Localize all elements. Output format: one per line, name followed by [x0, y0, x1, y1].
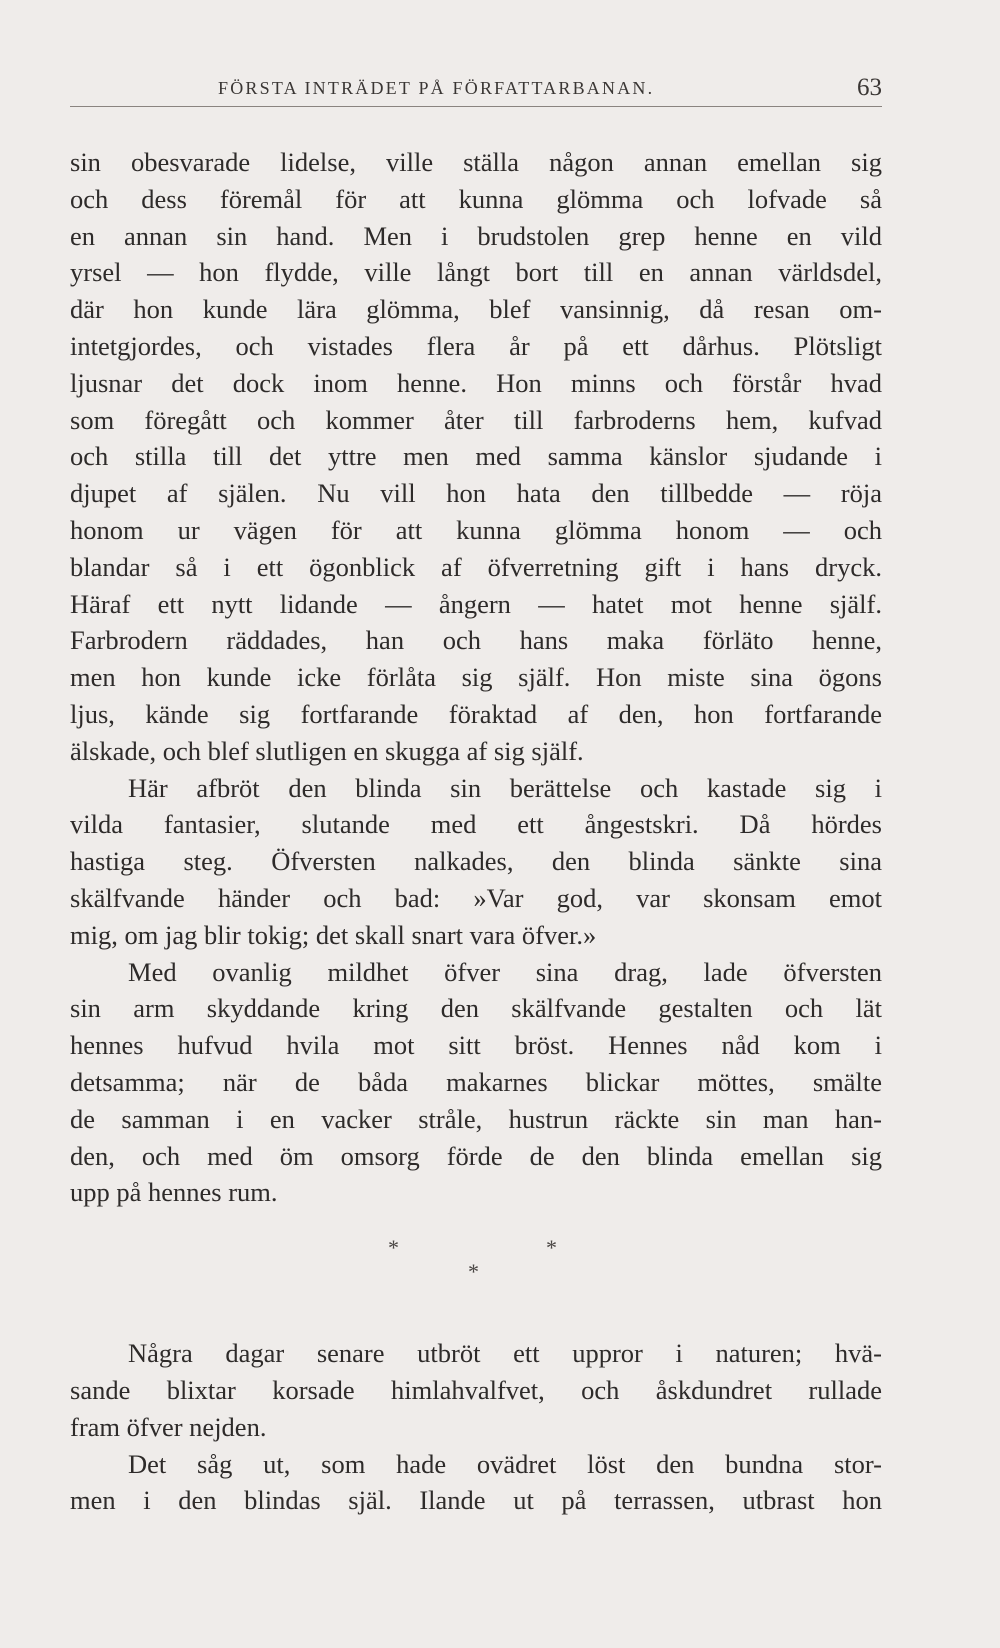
book-page — [70, 60, 882, 1519]
text-line: blandar så i ett ögonblick af öfverretning gift i hans dryck. — [70, 551, 882, 582]
paragraph — [70, 954, 882, 1212]
text-line: vilda fantasier, slutande med ett ångestskri. Då hördes — [70, 809, 882, 840]
text-line: ljus, kände sig fortfarande föraktad af den, hon fortfarande — [70, 698, 882, 729]
text-line: och dess föremål för att kunna glömma och lofvade så — [70, 183, 882, 214]
text-line: älskade, och blef slutligen en skugga af sig själf. — [70, 735, 584, 766]
text-line: sin arm skyddande kring den skälfvande gestalten och lät — [70, 993, 882, 1024]
text-line: hastiga steg. Öfversten nalkades, den blinda sänkte sina — [70, 846, 882, 877]
text-line: skälfvande händer och bad: »Var god, var skonsam emot — [70, 882, 882, 913]
text-line: djupet af själen. Nu vill hon hata den tillbedde — röja — [70, 478, 882, 509]
paragraph — [70, 144, 882, 770]
text-line: intetgjordes, och vistades flera år på ett dårhus. Plötsligt — [70, 330, 882, 361]
text-line: men i den blindas själ. Ilande ut på terrassen, utbrast hon — [70, 1485, 882, 1516]
text-line: ljusnar det dock inom henne. Hon minns och förstår hvad — [70, 367, 882, 398]
text-line: de samman i en vacker stråle, hustrun räckte sin man han- — [70, 1103, 882, 1134]
text-line: mig, om jag blir tokig; det skall snart vara öfver.» — [70, 919, 597, 950]
paragraph — [70, 1446, 882, 1520]
text-line: en annan sin hand. Men i brudstolen grep henne en vild — [70, 220, 882, 251]
text-line: Det såg ut, som hade ovädret löst den bundna stor- — [128, 1448, 882, 1479]
asterisk: * — [388, 1235, 399, 1261]
text-line: som föregått och kommer åter till farbroderns hem, kufvad — [70, 404, 882, 435]
text-line: detsamma; när de båda makarnes blickar möttes, smälte — [70, 1066, 882, 1097]
running-title: FÖRSTA INTRÄDET PÅ FÖRFATTARBANAN. — [218, 78, 655, 98]
asterisk: * — [546, 1235, 557, 1261]
text-line: Med ovanlig mildhet öfver sina drag, lade öfversten — [128, 956, 882, 987]
text-line: där hon kunde lära glömma, blef vansinnig, då resan om- — [70, 294, 882, 325]
paragraph — [70, 770, 882, 954]
paragraph — [70, 1335, 882, 1445]
header-rule — [70, 106, 882, 107]
text-line: sin obesvarade lidelse, ville ställa någon annan emellan sig — [70, 147, 882, 177]
section-break-asterism — [70, 1225, 882, 1335]
asterisk: * — [468, 1259, 479, 1285]
page-number: 63 — [857, 74, 882, 101]
text-line: hennes hufvud hvila mot sitt bröst. Hennes nåd kom i — [70, 1030, 882, 1061]
body-text — [70, 144, 882, 1519]
text-line: Häraf ett nytt lidande — ångern — hatet mot henne själf. — [70, 588, 882, 619]
text-line: men hon kunde icke förlåta sig själf. Hon miste sina ögons — [70, 662, 882, 693]
text-line: och stilla till det yttre men med samma känslor sjudande i — [70, 441, 882, 472]
text-line: Några dagar senare utbröt ett uppror i naturen; hvä- — [128, 1338, 882, 1369]
running-head — [70, 60, 882, 108]
text-line: yrsel — hon flydde, ville långt bort till en annan världsdel, — [70, 257, 882, 288]
text-line: honom ur vägen för att kunna glömma honom — och — [70, 514, 882, 545]
text-line: sande blixtar korsade himlahvalfvet, och åskdundret rullade — [70, 1374, 882, 1405]
text-line: Farbrodern räddades, han och hans maka förläto henne, — [70, 625, 882, 656]
text-line: den, och med öm omsorg förde de den blinda emellan sig — [70, 1140, 882, 1171]
text-line: fram öfver nejden. — [70, 1411, 267, 1442]
text-line: upp på hennes rum. — [70, 1177, 278, 1208]
text-line: Här afbröt den blinda sin berättelse och kastade sig i — [128, 772, 882, 803]
